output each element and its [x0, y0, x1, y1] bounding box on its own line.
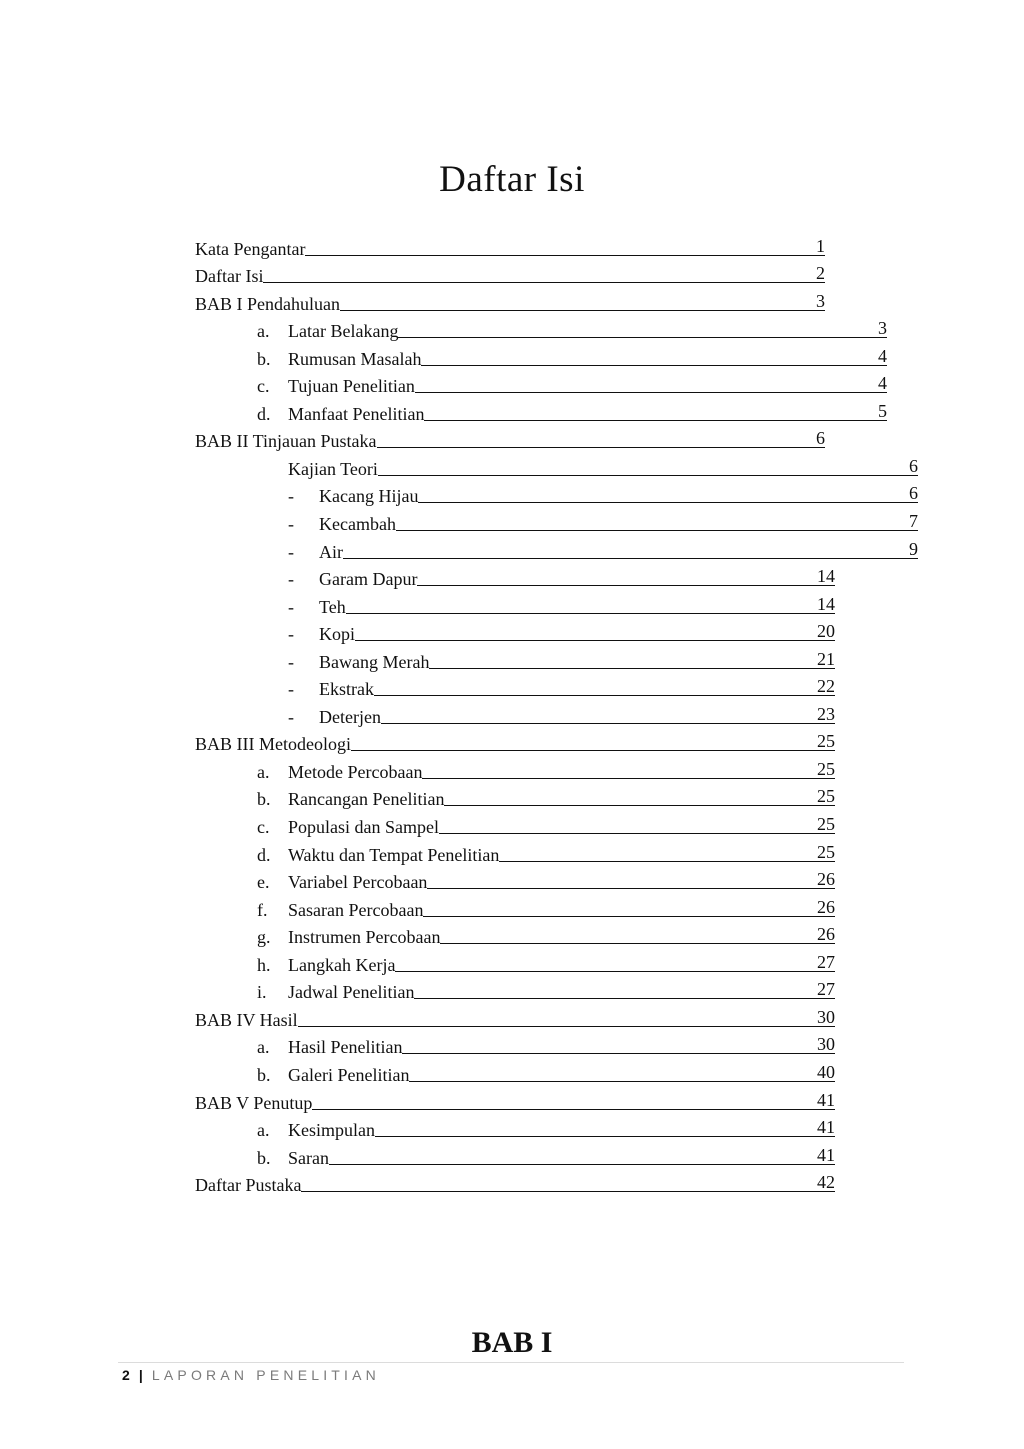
toc-entry[interactable] — [195, 1056, 835, 1084]
toc-entry[interactable] — [195, 505, 918, 533]
toc-entry[interactable] — [195, 643, 835, 671]
toc-entry[interactable] — [195, 533, 918, 561]
toc-entry-page-number: 22 — [817, 676, 835, 697]
toc-entry-page-number: 7 — [909, 511, 918, 532]
toc-leader-line — [395, 971, 817, 972]
toc-entry-label — [257, 1121, 375, 1139]
toc-entry-text: Saran — [288, 1147, 329, 1168]
toc-entry-page-number: 9 — [909, 538, 918, 559]
toc-entry-page-number: 3 — [816, 290, 825, 311]
toc-leader-line — [418, 502, 909, 503]
toc-leader-line — [409, 1081, 817, 1082]
toc-entry-page-number: 5 — [878, 400, 887, 421]
toc-entry-page-number: 25 — [817, 731, 835, 752]
toc-entry-text: BAB III Metodeologi — [195, 734, 351, 755]
toc-entry[interactable] — [195, 368, 887, 396]
toc-entry-label — [288, 653, 429, 671]
toc-entry[interactable] — [195, 588, 835, 616]
toc-entry-marker: - — [288, 624, 294, 645]
page-footer — [122, 1367, 380, 1383]
toc-entry-label — [257, 1066, 409, 1084]
toc-entry-label — [288, 543, 343, 561]
toc-entry[interactable] — [195, 1029, 835, 1057]
toc-entry-text: Langkah Kerja — [288, 954, 396, 975]
toc-entry-page-number: 25 — [817, 758, 835, 779]
toc-entry-text: Waktu dan Tempat Penelitian — [288, 844, 500, 865]
toc-entry-label — [288, 460, 378, 478]
toc-entry-label — [257, 846, 499, 864]
toc-leader-line — [444, 805, 817, 806]
toc-entry-marker: a. — [257, 1037, 270, 1058]
toc-entry[interactable] — [195, 974, 835, 1002]
toc-entry[interactable] — [195, 808, 835, 836]
toc-entry-text: Kopi — [319, 624, 355, 645]
toc-entry-text: Rancangan Penelitian — [288, 789, 445, 810]
toc-entry-text: Kecambah — [319, 514, 396, 535]
toc-entry-label — [257, 405, 424, 423]
toc-leader-line — [346, 613, 817, 614]
toc-entry-text: Tujuan Penelitian — [288, 376, 415, 397]
toc-entry-text: Deterjen — [319, 706, 381, 727]
toc-entry-text: Jadwal Penelitian — [288, 982, 415, 1003]
toc-entry-text: Bawang Merah — [319, 651, 430, 672]
toc-leader-line — [429, 668, 817, 669]
footer-page-number: 2 — [122, 1367, 131, 1383]
toc-entry-page-number: 14 — [817, 593, 835, 614]
toc-entry[interactable] — [195, 864, 835, 892]
toc-entry-marker: - — [288, 679, 294, 700]
toc-entry-page-number: 30 — [817, 1034, 835, 1055]
toc-entry-page-number: 41 — [817, 1089, 835, 1110]
toc-entry-label — [195, 735, 351, 753]
toc-entry-text: Sasaran Percobaan — [288, 899, 424, 920]
toc-entry-text: Latar Belakang — [288, 321, 399, 342]
toc-entry-label — [257, 818, 439, 836]
footer-divider — [118, 1362, 904, 1363]
toc-entry-marker: - — [288, 486, 294, 507]
toc-entry-text: Kacang Hijau — [319, 486, 419, 507]
toc-entry-marker: - — [288, 706, 294, 727]
toc-entry-page-number: 25 — [817, 814, 835, 835]
toc-entry-page-number: 26 — [817, 869, 835, 890]
toc-entry-page-number: 6 — [816, 428, 825, 449]
toc-entry[interactable] — [195, 395, 887, 423]
toc-entry-label — [195, 432, 377, 450]
toc-leader-line — [263, 282, 816, 283]
footer-separator: | — [138, 1367, 144, 1383]
toc-entry-page-number: 30 — [817, 1006, 835, 1027]
toc-leader-line — [422, 778, 817, 779]
toc-leader-line — [343, 558, 909, 559]
toc-entry[interactable] — [195, 230, 825, 258]
toc-entry-label — [257, 873, 427, 891]
next-chapter-heading: BAB I — [471, 1326, 553, 1359]
toc-entry-page-number: 14 — [817, 566, 835, 587]
toc-entry-label — [257, 901, 423, 919]
toc-entry-label — [288, 515, 396, 533]
toc-entry[interactable] — [195, 836, 835, 864]
toc-leader-line — [312, 1109, 817, 1110]
toc-entry-text: BAB V Penutup — [195, 1092, 313, 1113]
toc-entry-text: Daftar Isi — [195, 266, 264, 287]
toc-entry-marker: c. — [257, 817, 270, 838]
toc-entry[interactable] — [195, 753, 835, 781]
toc-entry-text: Variabel Percobaan — [288, 872, 428, 893]
toc-entry-page-number: 1 — [816, 235, 825, 256]
toc-leader-line — [499, 861, 817, 862]
toc-entry-page-number: 25 — [817, 841, 835, 862]
toc-leader-line — [381, 723, 817, 724]
toc-leader-line — [375, 1136, 817, 1137]
toc-entry-text: Daftar Pustaka — [195, 1175, 302, 1196]
toc-leader-line — [427, 888, 817, 889]
toc-entry-text: Galeri Penelitian — [288, 1064, 410, 1085]
toc-entry[interactable] — [195, 423, 825, 451]
toc-entry-text: BAB II Tinjauan Pustaka — [195, 431, 377, 452]
toc-entry-page-number: 26 — [817, 924, 835, 945]
toc-entry-text: Garam Dapur — [319, 569, 418, 590]
toc-entry-page-number: 42 — [817, 1172, 835, 1193]
toc-entry[interactable] — [195, 726, 835, 754]
toc-entry-text: Kata Pengantar — [195, 238, 306, 259]
toc-entry-label — [288, 708, 381, 726]
toc-entry-label — [288, 598, 346, 616]
toc-entry-page-number: 20 — [817, 621, 835, 642]
toc-entry-marker: - — [288, 514, 294, 535]
toc-leader-line — [351, 750, 817, 751]
toc-leader-line — [421, 365, 878, 366]
toc-entry-page-number: 27 — [817, 979, 835, 1000]
toc-leader-line — [355, 640, 817, 641]
toc-entry[interactable] — [195, 1167, 835, 1195]
toc-entry-text: Kesimpulan — [288, 1120, 375, 1141]
toc-entry-text: Air — [319, 541, 343, 562]
toc-entry-label — [288, 680, 374, 698]
toc-entry-label — [288, 625, 355, 643]
toc-entry-page-number: 25 — [817, 786, 835, 807]
toc-leader-line — [415, 392, 878, 393]
toc-entry-marker: b. — [257, 789, 271, 810]
toc-entry-marker: h. — [257, 954, 271, 975]
toc-entry-text: BAB IV Hasil — [195, 1009, 298, 1030]
toc-entry-page-number: 4 — [878, 345, 887, 366]
toc-leader-line — [440, 943, 817, 944]
toc-entry-text: Metode Percobaan — [288, 761, 423, 782]
toc-entry-marker: g. — [257, 927, 271, 948]
toc-entry-marker: a. — [257, 761, 270, 782]
toc-entry-label — [257, 983, 414, 1001]
toc-entry-label — [195, 240, 305, 258]
toc-entry-marker: - — [288, 651, 294, 672]
toc-entry[interactable] — [195, 340, 887, 368]
toc-leader-line — [378, 475, 909, 476]
toc-entry[interactable] — [195, 616, 835, 644]
toc-entry[interactable] — [195, 781, 835, 809]
toc-entry-marker: e. — [257, 872, 270, 893]
toc-entry-page-number: 4 — [878, 373, 887, 394]
toc-entry-marker: a. — [257, 1120, 270, 1141]
toc-entry-text: Populasi dan Sampel — [288, 817, 439, 838]
toc-entry-text: Instrumen Percobaan — [288, 927, 441, 948]
toc-entry-page-number: 2 — [816, 263, 825, 284]
toc-entry-marker: b. — [257, 348, 271, 369]
toc-entry[interactable] — [195, 561, 835, 589]
toc-entry-page-number: 41 — [817, 1117, 835, 1138]
toc-entry[interactable] — [195, 891, 835, 919]
footer-label: LAPORAN PENELITIAN — [151, 1367, 380, 1383]
toc-entry[interactable] — [195, 1112, 835, 1140]
page-title: Daftar Isi — [439, 159, 585, 200]
toc-entry-marker: d. — [257, 403, 271, 424]
toc-entry-label — [257, 928, 440, 946]
toc-entry-page-number: 3 — [878, 318, 887, 339]
toc-leader-line — [417, 585, 817, 586]
toc-entry-label — [195, 295, 340, 313]
toc-entry-label — [257, 763, 422, 781]
toc-entry-page-number: 26 — [817, 896, 835, 917]
toc-leader-line — [414, 998, 817, 999]
toc-leader-line — [398, 337, 878, 338]
toc-leader-line — [301, 1191, 817, 1192]
toc-entry[interactable] — [195, 671, 835, 699]
toc-entry-text: Rumusan Masalah — [288, 348, 422, 369]
toc-entry-label — [257, 322, 398, 340]
toc-leader-line — [424, 420, 878, 421]
toc-entry[interactable] — [195, 313, 887, 341]
toc-entry-text: Ekstrak — [319, 679, 374, 700]
toc-entry[interactable] — [195, 1084, 835, 1112]
toc-leader-line — [305, 255, 816, 256]
toc-entry[interactable] — [195, 698, 835, 726]
toc-entry-marker: - — [288, 569, 294, 590]
toc-leader-line — [340, 310, 816, 311]
toc-entry[interactable] — [195, 478, 918, 506]
toc-leader-line — [396, 530, 909, 531]
toc-entry-text: Kajian Teori — [288, 458, 378, 479]
toc-entry-text: Manfaat Penelitian — [288, 403, 425, 424]
toc-entry[interactable] — [195, 258, 825, 286]
toc-entry[interactable] — [195, 450, 918, 478]
toc-entry-page-number: 21 — [817, 648, 835, 669]
toc-leader-line — [298, 1026, 817, 1027]
toc-entry-text: Teh — [319, 596, 346, 617]
toc-entry-marker: b. — [257, 1147, 271, 1168]
toc-leader-line — [402, 1053, 817, 1054]
toc-entry-label — [195, 1011, 298, 1029]
toc-entry-marker: d. — [257, 844, 271, 865]
toc-entry[interactable] — [195, 285, 825, 313]
toc-entry-label — [195, 1094, 312, 1112]
toc-entry-label — [257, 350, 421, 368]
toc-entry-marker: c. — [257, 376, 270, 397]
toc-leader-line — [377, 447, 816, 448]
toc-entry-marker: f. — [257, 899, 268, 920]
toc-entry-page-number: 6 — [909, 455, 918, 476]
toc-entry[interactable] — [195, 1139, 835, 1167]
toc-entry-label — [195, 1176, 301, 1194]
toc-entry-label — [257, 1149, 329, 1167]
toc-entry[interactable] — [195, 946, 835, 974]
toc-entry-label — [195, 267, 263, 285]
toc-leader-line — [423, 916, 817, 917]
toc-entry-page-number: 27 — [817, 951, 835, 972]
toc-entry-label — [288, 487, 418, 505]
toc-entry-marker: - — [288, 541, 294, 562]
toc-entry-marker: a. — [257, 321, 270, 342]
toc-entry-label — [257, 377, 415, 395]
toc-leader-line — [329, 1164, 817, 1165]
table-of-contents — [195, 230, 918, 1196]
toc-entry-page-number: 41 — [817, 1144, 835, 1165]
toc-entry-label — [257, 790, 444, 808]
toc-entry-page-number: 6 — [909, 483, 918, 504]
toc-entry-label — [257, 1038, 402, 1056]
toc-entry-label — [257, 956, 395, 974]
toc-leader-line — [439, 833, 817, 834]
toc-entry-marker: b. — [257, 1064, 271, 1085]
toc-entry-label — [288, 570, 417, 588]
toc-leader-line — [374, 695, 817, 696]
toc-entry[interactable] — [195, 1001, 835, 1029]
toc-entry-marker: i. — [257, 982, 267, 1003]
toc-entry-text: Hasil Penelitian — [288, 1037, 403, 1058]
toc-entry-text: BAB I Pendahuluan — [195, 293, 340, 314]
toc-entry-marker: - — [288, 596, 294, 617]
toc-entry[interactable] — [195, 919, 835, 947]
toc-entry-page-number: 23 — [817, 703, 835, 724]
toc-entry-page-number: 40 — [817, 1061, 835, 1082]
